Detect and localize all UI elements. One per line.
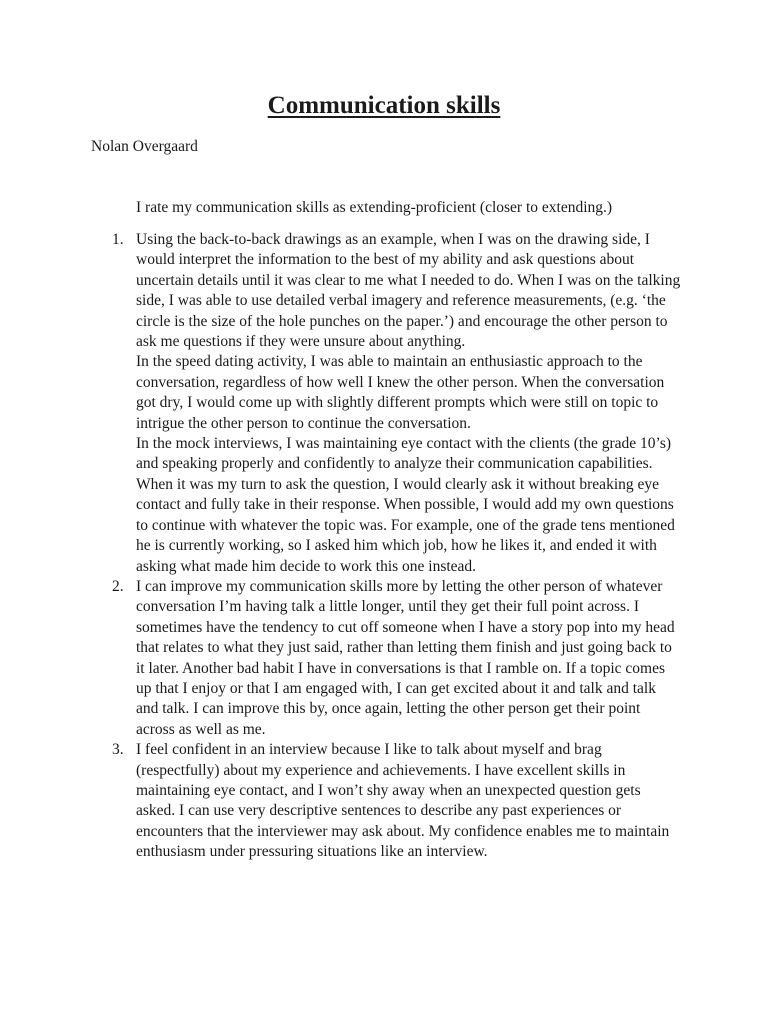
intro-paragraph: I rate my communication skills as extending-proficient (closer to extending.): [136, 199, 613, 216]
list-item-number: 2.: [112, 577, 124, 595]
list-item-paragraph: In the mock interviews, I was maintaining eye contact with the clients (the grade 10’s) and speaking properly and confidently to analyze their communication capabilities. When it was my turn to ask the question, I would clearly ask it without breaking eye contact and fully take in their response. When possible, I would add my own questions to continue with whatever the topic was. For example, one of the grade tens mentioned he is currently working, so I asked him which job, how he likes it, and ended it with asking what made him decide to work this one instead.: [136, 435, 675, 575]
list-item: [0, 740, 768, 862]
list-item-number: 1.: [112, 231, 124, 248]
author-name: Nolan Overgaard: [91, 138, 198, 155]
list-item-paragraph: Using the back-to-back drawings as an example, when I was on the drawing side, I would interpret the information to the best of my ability and ask questions about uncertain details until it was clear to me what I needed to do. When I was on the talking side, I was able to use detailed verbal imagery and reference measurements, (e.g. ‘the circle is the size of the hole punches on the paper.’) and encourage the other person to ask me questions if they were unsure about anything.: [136, 231, 681, 351]
document-title: Communication skills: [267, 92, 501, 119]
list-item: [0, 230, 768, 577]
list-item: [0, 577, 768, 740]
list-item-paragraph: I feel confident in an interview because I like to talk about myself and brag (respectfully) about my experience and achievements. I have excellent skills in maintaining eye contact, and I won’t shy away when an unexpected question gets asked. I can use very descriptive sentences to describe any past experiences or encounters that the interviewer may ask about. My confidence enables me to maintain enthusiasm under pressuring situations like an interview.: [136, 741, 670, 861]
numbered-list: [0, 230, 768, 863]
list-item-paragraph: In the speed dating activity, I was able to maintain an enthusiastic approach to the conversation, regardless of how well I knew the other person. When the conversation got dry, I would come up with slightly different prompts which were still on topic to intrigue the other person to continue the conversation.: [136, 353, 665, 432]
list-item-paragraph: I can improve my communication skills more by letting the other person of whatever conversation I’m having talk a little longer, until they get their full point across. I sometimes have the tendency to cut off someone when I have a story pop into my head that relates to what they just said, rather than letting them finish and just going back to it later. Another bad habit I have in conversations is that I ramble on. If a topic comes up that I enjoy or that I am engaged with, I can get excited about it and talk and talk and talk. I can improve this by, once again, letting the other person get their point across as well as me.: [136, 577, 675, 738]
list-item-number: 3.: [112, 741, 124, 759]
